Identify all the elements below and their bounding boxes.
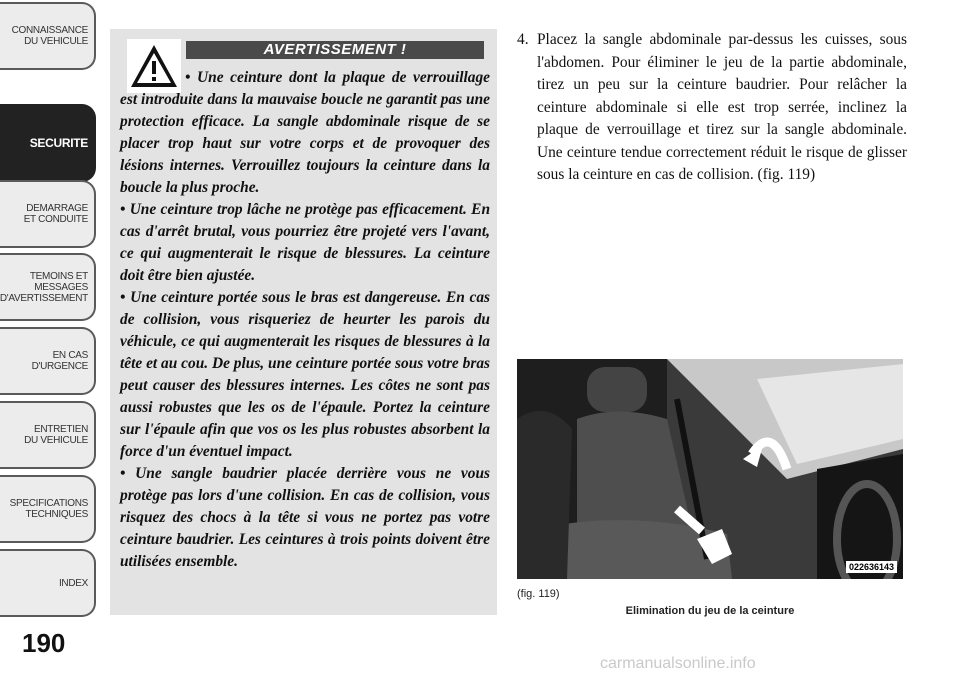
figure-code: 022636143: [846, 561, 897, 573]
tab-label: CONNAISSANCE DU VEHICULE: [11, 25, 88, 47]
tab-securite[interactable]: [0, 104, 96, 182]
warning-paragraph: • Une sangle baudrier placée derrière vous ne vous protège pas lors d'une collision. En cas de collision, vous risquez des chocs à la tête si vous ne portez pas votre ceinture baudrier. Les ceintures à trois points doivent être utilisées ensemble.: [120, 465, 490, 570]
tab-label: EN CAS D'URGENCE: [31, 350, 88, 372]
figure-caption: Elimination du jeu de la ceinture: [625, 605, 795, 617]
warning-paragraph: • Une ceinture dont la plaque de verrouillage est introduite dans la mauvaise boucle ne garantit pas une protection efficace. La sangle abdominale risque de se placer trop haut sur votre corps et de provoquer des lésions internes. Verrouillez toujours la ceinture dans la boucle la plus proche.: [120, 69, 490, 196]
tab-label: INDEX: [58, 577, 88, 589]
step-text: Placez la sangle abdominale par-dessus les cuisses, sous l'abdomen. Pour éliminer le jeu de la partie abdominale, tirez un peu sur la ceinture baudrier. Pour relâcher la ceinture abdominale si elle est trop serrée, inclinez la plaque de verrouillage et tirez sur la sangle abdominale. Une ceinture tendue correctement réduit le risque de glisser sous la ceinture en cas de collision. (fig. 119): [537, 31, 907, 183]
warning-paragraph: • Une ceinture trop lâche ne protège pas efficacement. En cas d'arrêt brutal, vous pourriez être projeté vers l'avant, ce qui augmenterait le risque de blessures. La ceinture doit être bien ajustée.: [120, 201, 490, 284]
tab-label: SPECIFICATIONS TECHNIQUES: [9, 498, 88, 520]
tab-specifications-techniques[interactable]: [0, 475, 96, 543]
tab-label: ENTRETIEN DU VEHICULE: [24, 424, 88, 446]
warning-box: [110, 29, 497, 615]
warning-paragraph: • Une ceinture portée sous le bras est dangereuse. En cas de collision, vous risqueriez de heurter les parois du véhicule, ce qui augmenterait les risques de blessures à la tête et au cou. De plus, une ceinture portée sous votre bras peut causer des blessures internes. Les côtes ne sont pas aussi robustes que les os de l'épaule. Portez la ceinture sur l'épaule afin que vos os les plus robustes absorbent la force d'un éventuel impact.: [120, 289, 490, 460]
step-4: [517, 29, 907, 187]
figure-label: (fig. 119): [517, 588, 560, 600]
page-number: 190: [22, 628, 66, 658]
tab-entretien-du-vehicule[interactable]: [0, 401, 96, 469]
warning-text: [120, 67, 490, 573]
tab-label: TEMOINS ET MESSAGES D'AVERTISSEMENT: [0, 270, 88, 304]
tab-label: SECURITE: [29, 135, 88, 150]
tab-en-cas-d-urgence[interactable]: [0, 327, 96, 395]
tab-connaissance-du-vehicule[interactable]: [0, 2, 96, 70]
step-number: 4.: [517, 31, 529, 48]
tab-temoins-et-messages[interactable]: [0, 253, 96, 321]
tab-demarrage-et-conduite[interactable]: [0, 180, 96, 248]
warning-title: AVERTISSEMENT !: [186, 41, 484, 59]
chapter-tabs: [0, 0, 98, 640]
tab-label: DEMARRAGE ET CONDUITE: [23, 203, 88, 225]
figure-seat-belt-photo: [517, 359, 903, 579]
car-interior-illustration: [517, 359, 903, 579]
watermark: carmanualsonline.info: [600, 655, 756, 672]
tab-index[interactable]: [0, 549, 96, 617]
